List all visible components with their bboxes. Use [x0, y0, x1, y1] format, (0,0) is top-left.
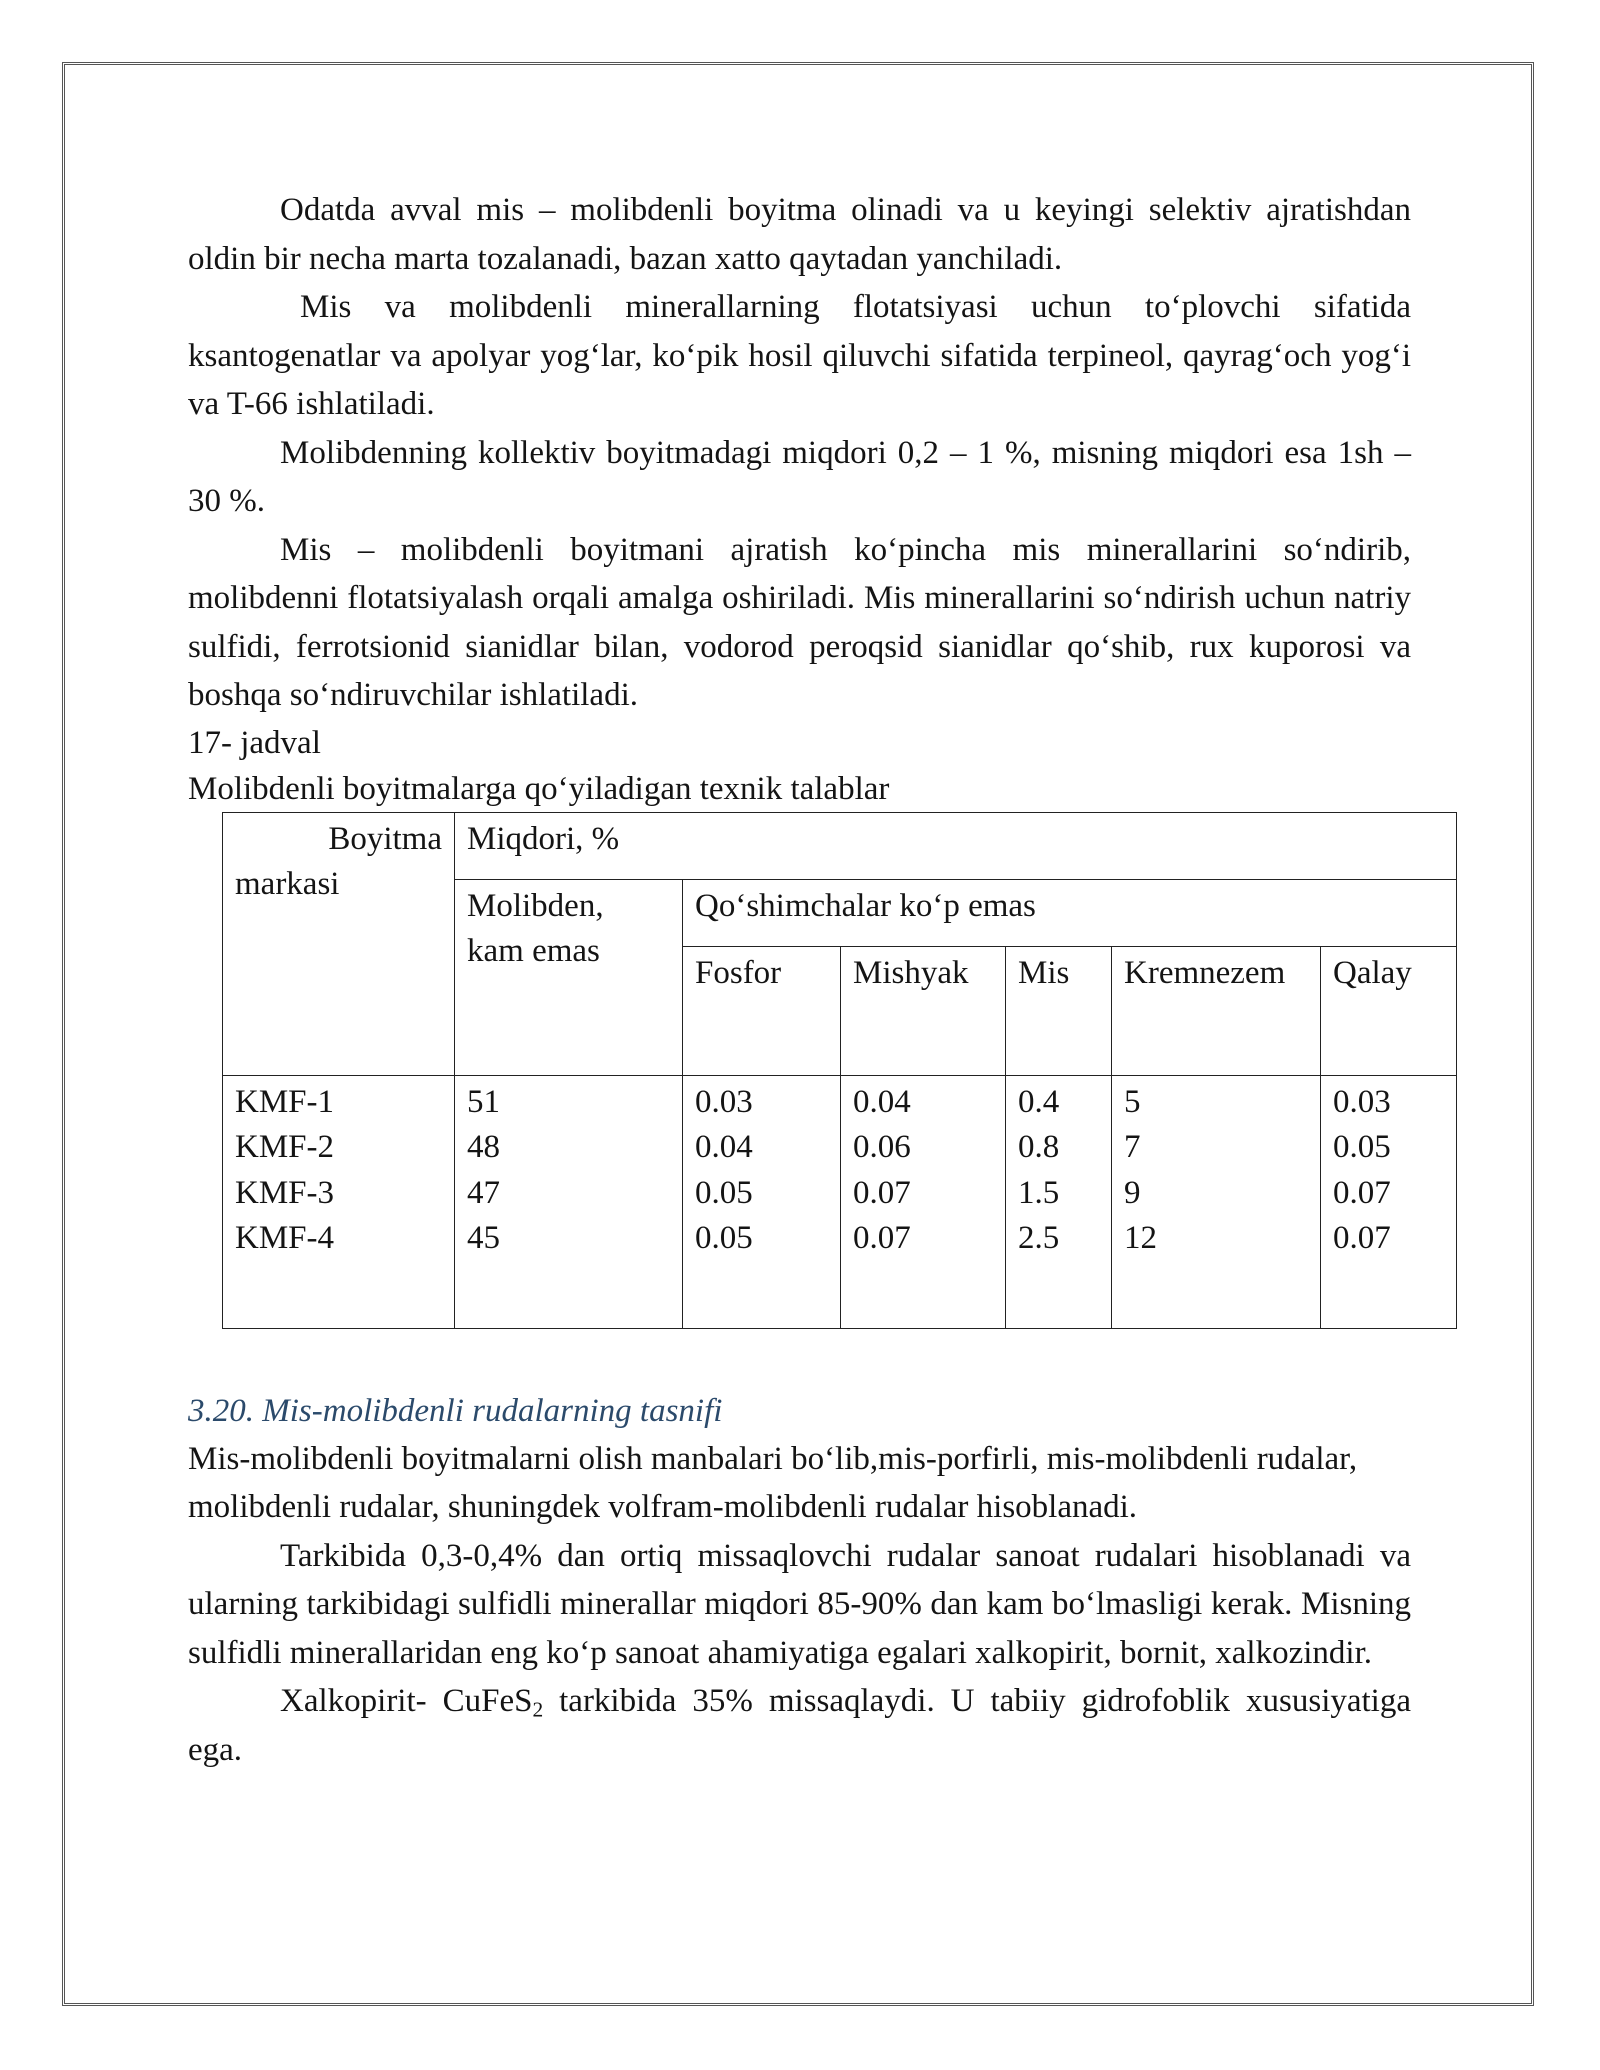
paragraph-3: Molibdenning kollektiv boyitmadagi miqdori 0,2 – 1 %, misning miqdori esa 1sh – 30 %.	[188, 434, 1411, 519]
formula-subscript: 2	[532, 1697, 544, 1722]
table-cell: 0.07	[1333, 1174, 1391, 1211]
header-molibden-label: Molibden,	[467, 887, 604, 924]
paragraph-6: Tarkibida 0,3-0,4% dan ortiq missaqlovchi rudalar sanoat rudalari hisoblanadi va ularning tarkibidagi sulfidli minerallar miqdori 85-90% dan kam bo‘lmasligi kerak. Misning sulfidli minerallaridan eng ko‘p sanoat ahamiyatiga egalari xalkopirit, bornit, xalkozindir.	[188, 1537, 1411, 1671]
table-cell: 48	[467, 1129, 500, 1165]
table-cell: 12	[1124, 1220, 1157, 1256]
table-cell: 0.03	[695, 1083, 753, 1120]
column-kremnezem	[1112, 1075, 1321, 1328]
column-mishyak	[841, 1075, 1006, 1328]
header-mishyak: Mishyak	[841, 946, 1006, 1075]
table-cell: 0.07	[853, 1174, 911, 1211]
table-cell: KMF-1	[235, 1083, 335, 1120]
paragraph-5: Mis-molibdenli boyitmalarni olish manbalari bo‘lib,mis-porfirli, mis-molibdenli rudalar, molibdenli rudalar, shuningdek volfram-molibdenli rudalar hisoblanadi.	[188, 1440, 1358, 1525]
table-cell: 0.04	[695, 1129, 753, 1165]
paragraph-7-start: Xalkopirit- CuFeS	[280, 1683, 533, 1719]
table-cell: 2.5	[1018, 1220, 1060, 1256]
table-cell: 0.05	[695, 1220, 753, 1256]
column-qalay	[1321, 1075, 1457, 1328]
document-body	[188, 186, 1411, 1774]
column-mis	[1006, 1075, 1112, 1328]
table-cell: 1.5	[1018, 1174, 1060, 1211]
table-cell: KMF-4	[235, 1220, 335, 1256]
table-cell: 0.03	[1333, 1083, 1391, 1120]
paragraph-7-end: tarkibida 35% missaqlaydi. U tabiiy gidrofoblik xususiyatiga ega.	[188, 1683, 1411, 1768]
table-cell: 0.04	[853, 1083, 911, 1120]
paragraph-2: Mis va molibdenli minerallarning flotatsiyasi uchun to‘plovchi sifatida ksantogenatlar va apolyar yog‘lar, ko‘pik hosil qiluvchi sifatida terpineol, qayrag‘och yog‘i va T-66 ishlatiladi.	[188, 289, 1411, 422]
header-qoshimchalar: Qo‘shimchalar ko‘p emas	[683, 879, 1457, 946]
table-cell: 5	[1124, 1083, 1141, 1120]
header-boyitma-markasi	[223, 812, 455, 1075]
paragraph-7	[188, 1677, 1411, 1774]
table-cell: 0.07	[853, 1220, 911, 1256]
header-mis: Mis	[1006, 946, 1112, 1075]
column-molibden	[455, 1075, 683, 1328]
table-cell: 9	[1124, 1174, 1141, 1211]
section-heading: 3.20. Mis-molibdenli rudalarning tasnifi	[188, 1392, 723, 1429]
table-cell: 7	[1124, 1129, 1141, 1165]
table-cell: 0.06	[853, 1129, 911, 1165]
header-fosfor: Fosfor	[683, 946, 841, 1075]
table-cell: KMF-3	[235, 1174, 335, 1211]
table-title: Molibdenli boyitmalarga qo‘yiladigan texnik talablar	[188, 770, 890, 807]
table-cell: 47	[467, 1174, 500, 1211]
paragraph-4: Mis – molibdenli boyitmani ajratish ko‘pincha mis minerallarini so‘ndirib, molibdenni flotatsiyalash orqali amalga oshiriladi. Mis minerallarini so‘ndirish uchun natriy sulfidi, ferrotsionid sianidlar bilan, vodorod peroqsid sianidlar qo‘shib, rux kuporosi va boshqa so‘ndiruvchilar ishlatiladi.	[188, 531, 1411, 713]
table-cell: 0.8	[1018, 1129, 1060, 1165]
header-miqdori: Miqdori, %	[455, 812, 1457, 879]
table-cell: KMF-2	[235, 1129, 335, 1165]
header-markasi-label: markasi	[235, 865, 340, 902]
header-kremnezem: Kremnezem	[1112, 946, 1321, 1075]
header-molibden	[455, 879, 683, 1075]
table-cell: 0.07	[1333, 1220, 1391, 1256]
header-boyitma-label: Boyitma	[328, 820, 442, 857]
paragraph-1: Odatda avval mis – molibdenli boyitma olinadi va u keyingi selektiv ajratishdan oldin bir necha marta tozalanadi, bazan xatto qaytadan yanchiladi.	[188, 192, 1411, 277]
column-fosfor	[683, 1075, 841, 1328]
header-qalay: Qalay	[1321, 946, 1457, 1075]
header-kam-emas-label: kam emas	[467, 932, 600, 969]
table-cell: 0.05	[1333, 1129, 1391, 1165]
table-number: 17- jadval	[188, 724, 321, 761]
table-cell: 0.4	[1018, 1083, 1060, 1120]
column-marks	[223, 1075, 455, 1328]
table-cell: 45	[467, 1220, 500, 1256]
table-cell: 51	[467, 1083, 500, 1120]
table-cell: 0.05	[695, 1174, 753, 1211]
requirements-table	[222, 812, 1457, 1329]
